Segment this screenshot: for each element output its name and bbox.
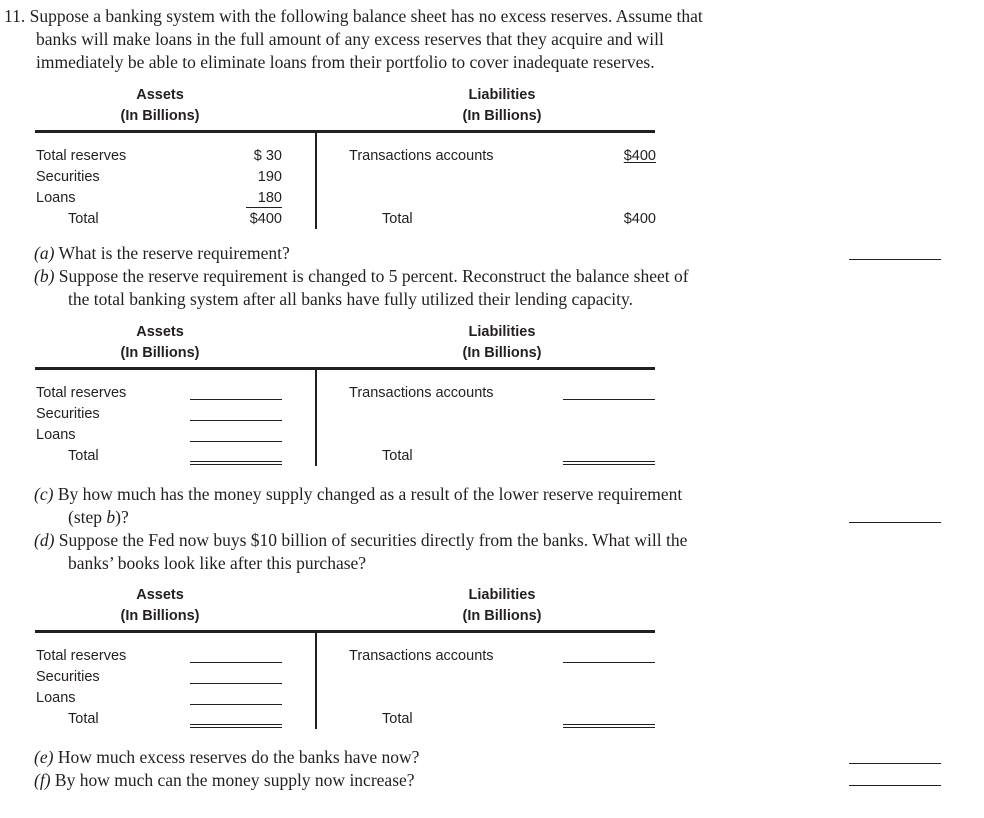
table-center-rule (315, 370, 317, 466)
row-liabilities-total: Total (382, 211, 413, 227)
blank-securities[interactable] (190, 683, 282, 684)
problem-intro-line-1 (4, 5, 703, 28)
value-assets-total: $400 (249, 211, 282, 227)
blank-liabilities-total[interactable] (563, 724, 655, 728)
row-total-reserves: Total reserves (36, 385, 127, 401)
question-e (34, 746, 419, 769)
problem-intro-line-2: banks will make loans in the full amount of any excess reserves that they acquire and will (36, 29, 664, 49)
row-loans: Loans (36, 690, 76, 706)
row-securities: Securities (36, 669, 100, 685)
value-transactions: $400 (623, 148, 656, 164)
loans-sum-rule (246, 207, 282, 208)
row-loans: Loans (36, 427, 76, 443)
row-transactions-accounts: Transactions accounts (349, 385, 494, 401)
row-liabilities-total: Total (382, 711, 413, 727)
assets-header: Assets (136, 87, 184, 103)
value-reserves: $ 30 (253, 148, 282, 164)
problem-number: 11. (4, 6, 26, 26)
row-assets-total: Total (68, 448, 99, 464)
question-f (34, 769, 415, 792)
row-securities: Securities (36, 406, 100, 422)
answer-blank-a[interactable] (849, 259, 941, 260)
answer-blank-f[interactable] (849, 785, 941, 786)
blank-loans[interactable] (190, 441, 282, 442)
liabilities-header: Liabilities (468, 324, 536, 340)
question-d-line-2: banks’ books look like after this purchase? (68, 553, 367, 573)
question-a (34, 242, 290, 265)
table-top-rule (35, 130, 655, 133)
value-loans: 180 (257, 190, 282, 206)
question-f-letter: (f) (34, 770, 51, 790)
row-transactions-accounts: Transactions accounts (349, 148, 494, 164)
question-b-letter: (b) (34, 266, 55, 286)
answer-blank-c[interactable] (849, 522, 941, 523)
question-d-line-1 (34, 529, 687, 552)
liabilities-units: (In Billions) (462, 345, 542, 361)
table-top-rule (35, 630, 655, 633)
blank-transactions[interactable] (563, 662, 655, 663)
table-top-rule (35, 367, 655, 370)
blank-assets-total[interactable] (190, 461, 282, 465)
question-a-letter: (a) (34, 243, 55, 263)
question-c-text-2a: (step (68, 507, 107, 527)
table-center-rule (315, 133, 317, 229)
assets-units: (In Billions) (120, 345, 200, 361)
value-securities: 190 (257, 169, 282, 185)
liabilities-header: Liabilities (468, 87, 536, 103)
liabilities-units: (In Billions) (462, 108, 542, 124)
row-loans: Loans (36, 190, 76, 206)
table-center-rule (315, 633, 317, 729)
answer-blank-e[interactable] (849, 763, 941, 764)
question-c-line-1 (34, 483, 682, 506)
row-liabilities-total: Total (382, 448, 413, 464)
blank-transactions[interactable] (563, 399, 655, 400)
problem-intro-line-3: immediately be able to eliminate loans from their portfolio to cover inadequate reserves. (36, 52, 655, 72)
question-c-line-2 (68, 506, 129, 529)
question-d-text-1: Suppose the Fed now buys $10 billion of securities directly from the banks. What will the (58, 530, 688, 550)
blank-assets-total[interactable] (190, 724, 282, 728)
assets-header: Assets (136, 587, 184, 603)
question-d-letter: (d) (34, 530, 55, 550)
blank-reserves[interactable] (190, 662, 282, 663)
assets-header: Assets (136, 324, 184, 340)
row-total-reserves: Total reserves (36, 148, 127, 164)
question-c-text-2c: )? (115, 507, 129, 527)
question-c-text-1: By how much has the money supply changed as a result of the lower reserve requirement (57, 484, 683, 504)
assets-units: (In Billions) (120, 108, 200, 124)
question-e-text: How much excess reserves do the banks have now? (57, 747, 420, 767)
question-b-line-1 (34, 265, 689, 288)
question-f-text: By how much can the money supply now increase? (54, 770, 415, 790)
blank-loans[interactable] (190, 704, 282, 705)
row-total-reserves: Total reserves (36, 648, 127, 664)
question-e-letter: (e) (34, 747, 54, 767)
blank-securities[interactable] (190, 420, 282, 421)
question-b-line-2: the total banking system after all banks have fully utilized their lending capacity. (68, 289, 634, 309)
question-b-text-1: Suppose the reserve requirement is changed to 5 percent. Reconstruct the balance sheet of (58, 266, 689, 286)
question-c-text-2b: b (106, 507, 116, 527)
row-assets-total: Total (68, 711, 99, 727)
blank-liabilities-total[interactable] (563, 461, 655, 465)
assets-units: (In Billions) (120, 608, 200, 624)
row-assets-total: Total (68, 211, 99, 227)
question-c-letter: (c) (34, 484, 54, 504)
intro-text-1: Suppose a banking system with the following balance sheet has no excess reserves. Assume that (29, 6, 703, 26)
question-a-text: What is the reserve requirement? (58, 243, 290, 263)
liabilities-units: (In Billions) (462, 608, 542, 624)
blank-reserves[interactable] (190, 399, 282, 400)
row-transactions-accounts: Transactions accounts (349, 648, 494, 664)
value-liabilities-total: $400 (623, 211, 656, 227)
liabilities-header: Liabilities (468, 587, 536, 603)
row-securities: Securities (36, 169, 100, 185)
